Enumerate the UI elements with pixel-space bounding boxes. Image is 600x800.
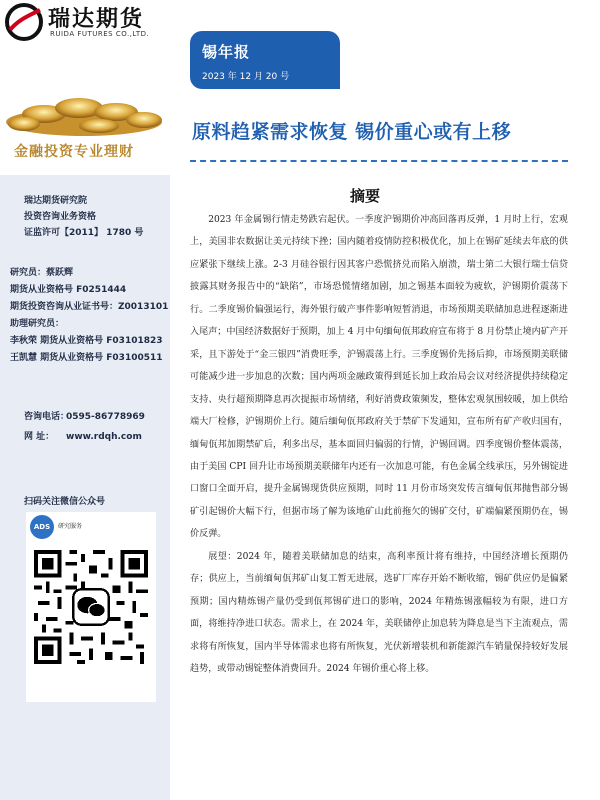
ads-badge-icon: ADS [30, 515, 54, 539]
report-date: 2023 年 12 月 20 号 [202, 72, 290, 82]
website-link[interactable]: www.rdqh.com [66, 432, 142, 442]
abstract-body [190, 209, 568, 681]
qr-title: 扫码关注微信公众号 [24, 497, 106, 507]
gold-coins-image [4, 80, 164, 140]
company-info-line: 投资咨询业务资格 [24, 212, 97, 222]
abstract-paragraph: 展望：2024 年，随着美联储加息的结束，高利率预计将有维持，中国经济增长预期仍存；供应上，当前缅甸佤邦矿山复工暂无进展，选矿厂库存开始不断收缩，锡矿供应仍是偏紧预期；国内精炼锡产量仍受到佤邦锡矿进口的影响，2024 年精炼锡涨幅较为有限，进口方面，将维持净进口状态。需求上，在 2024 年，美联储停止加息转为降息是当下主流观点，需求将有所恢复，国内半导体需求也将有所恢复，光伏新增装机和新能源汽车销量保持较好发展趋势，或带动锡锭整体消费回升。2024 年锡价重心将上移。 [190, 551, 568, 675]
abstract-paragraph: 2023 年金属锡行情走势跌宕起伏。一季度沪锡期价冲高回落再反弹，1 月时上行，宏观上，美国非农数据让美元持续下挫；国内随着疫情防控积极优化，加上在锡矿延续去年底的供应紧张下继续上涨。2-3 月硅谷银行因其客户恐慌挤兑而陷入崩溃，瑞士第二大银行瑞士信贷披露其财务报告中的“缺陷”，市场恐慌情绪加剧，加之锡基本面较为疲软，沪锡期价震荡下行。二季度锡价偏强运行，海外银行破产事件影响短暂消退，市场预期美联储加息进程逐渐进入尾声；中国经济数据好于预期，加上 4 月中旬缅甸佤邦政府宣布将于 8 月份禁止境内矿产开采，且下游处于“金三银四”消费旺季，沪锡震荡上行。三季度锡价先扬后抑，市场预期美联储可能减少进一步加息的次数；国内两项金融政策得到延长加上政治局会议对经济提供持续稳定支持、央行超预期降息再次提振市场情绪，利好消费政策频发，整体宏观氛围较暖，加上供给端大厂检修，沪锡期价上行。随后缅甸佤邦政府关于禁矿下发通知，宣布所有矿产收归国有，缅甸佤邦加期禁矿后，利多出尽，基本面回归偏弱的行情，沪锡回调。四季度锡价整体震荡，由于美国 CPI 回升让市场预期美联储年内还有一次加息可能，有色金属全线承压，另外锡锭进口窗口全面开启，提升金属锡现货供应预期，同时 11 月份市场突发传言缅甸佤邦抛售部分锡矿引起锡价大幅下行，但据市场了解为该地矿山此前拖欠的锡矿交付，矿端偏紧预期仍在，锡价反弹。 [190, 215, 568, 540]
analyst-line: 王凯慧 期货从业资格号 F03100511 [10, 353, 163, 363]
logo-english-name: RUIDA FUTURES CO.,LTD. [50, 30, 150, 38]
contact-info [24, 407, 145, 447]
wechat-qr-card [26, 512, 156, 702]
company-info-line: 证监许可【2011】 1780 号 [24, 228, 144, 238]
analyst-line: 助理研究员： [10, 319, 65, 329]
analyst-line: 李秋荣 期货从业资格号 F03101823 [10, 336, 163, 346]
analyst-info [10, 265, 168, 367]
website-label: 网 址： [24, 432, 55, 442]
phone-label: 咨询电话： [24, 412, 70, 422]
phone-line [24, 407, 145, 427]
report-type-badge [190, 31, 340, 89]
company-info-line: 瑞达期货研究院 [24, 196, 88, 206]
headline-divider [190, 160, 568, 162]
abstract-title: 摘要 [350, 187, 381, 205]
phone-number: 0595-86778969 [66, 412, 145, 422]
sidebar [0, 175, 170, 800]
report-type: 锡年报 [202, 43, 251, 61]
analyst-line: 期货投资咨询从业证书号：Z0013101 [10, 302, 169, 312]
website-line [24, 427, 145, 447]
analyst-line: 研究员：蔡跃辉 [10, 268, 74, 278]
analyst-line: 期货从业资格号 F0251444 [10, 285, 127, 295]
qr-brand-label: 研究服务 [58, 523, 83, 530]
company-slogan: 金融投资专业理财 [14, 144, 134, 160]
report-headline: 原料趋紧需求恢复 锡价重心或有上移 [192, 121, 512, 143]
company-info [24, 193, 143, 241]
company-logo [4, 2, 174, 42]
ruida-logo-icon [4, 2, 44, 42]
qr-code-icon[interactable] [34, 550, 148, 664]
logo-chinese-name: 瑞达期货 [48, 7, 145, 32]
